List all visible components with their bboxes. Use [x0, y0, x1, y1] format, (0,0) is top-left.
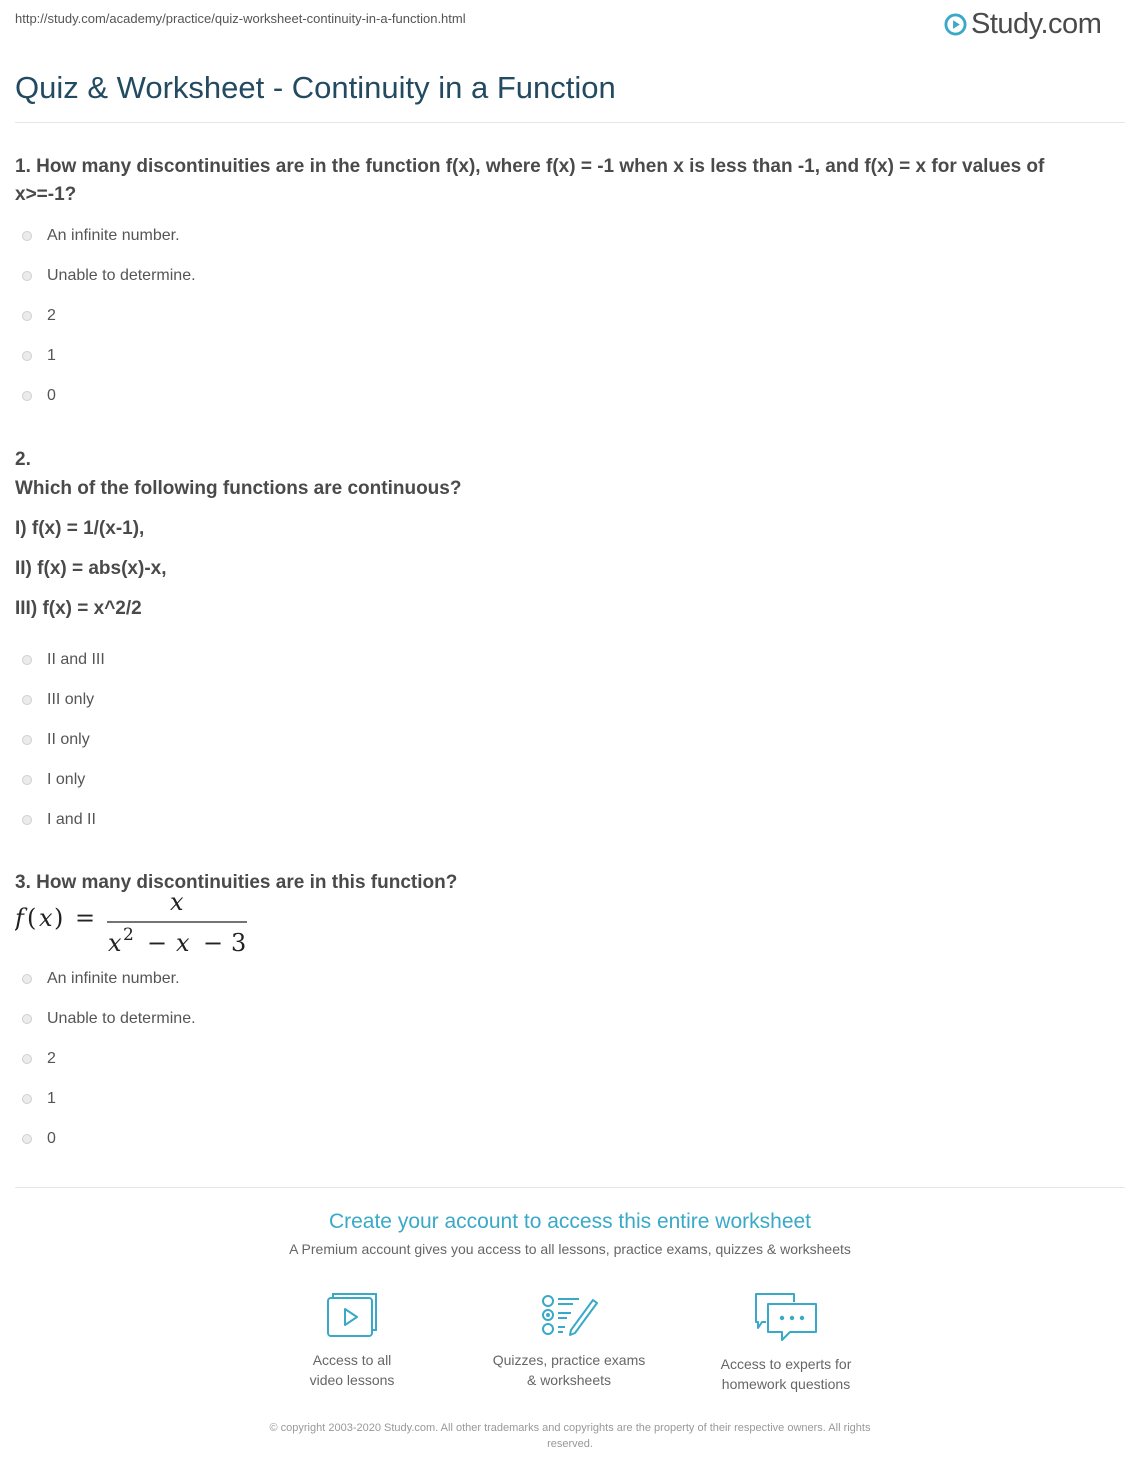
question-2-prompt: Which of the following functions are continuous? — [15, 478, 462, 499]
question-2-item-2: II) f(x) = abs(x)-x, — [15, 558, 167, 579]
formula-numerator: x — [170, 890, 184, 916]
question-2-number: 2. — [15, 449, 31, 470]
formula-open-paren: ( — [27, 904, 37, 932]
question-1-text: 1. How many discontinuities are in the function f(x), where f(x) = -1 when x is less than -1, and f(x) = x for values of x>=-1? — [15, 156, 1045, 205]
question-3-text: 3. How many discontinuities are in this function? — [15, 872, 458, 893]
q1-option-1[interactable]: An infinite number. — [22, 225, 180, 247]
logo-text: Study.com — [971, 7, 1102, 40]
quiz-checklist-icon — [539, 1292, 599, 1338]
question-2-item-1: I) f(x) = 1/(x-1), — [15, 518, 145, 539]
radio-button[interactable] — [22, 391, 32, 401]
formula-den-3: 3 — [231, 929, 247, 956]
radio-button[interactable] — [22, 271, 32, 281]
formula-den-x: x — [108, 929, 122, 956]
q2-option-5[interactable]: I and II — [22, 809, 96, 831]
title-divider — [15, 122, 1125, 123]
q3-option-2[interactable]: Unable to determine. — [22, 1008, 196, 1030]
radio-button[interactable] — [22, 815, 32, 825]
chat-bubbles-icon — [754, 1292, 818, 1342]
formula-den-x2: x — [176, 929, 190, 956]
q1-option-4[interactable]: 1 — [22, 345, 56, 367]
formula-den-minus-2: − — [203, 929, 224, 956]
radio-button[interactable] — [22, 351, 32, 361]
q1-option-5[interactable]: 0 — [22, 385, 56, 407]
radio-button[interactable] — [22, 735, 32, 745]
radio-button[interactable] — [22, 231, 32, 241]
q3-option-3[interactable]: 2 — [22, 1048, 56, 1070]
radio-button[interactable] — [22, 1054, 32, 1064]
feature-video-lessons[interactable]: Access to all video lessons — [252, 1292, 452, 1390]
function-formula — [15, 890, 275, 956]
formula-close-paren: ) — [54, 904, 64, 932]
feature-experts[interactable]: Access to experts for homework questions — [686, 1292, 886, 1394]
radio-button[interactable] — [22, 655, 32, 665]
radio-button[interactable] — [22, 1094, 32, 1104]
radio-button[interactable] — [22, 311, 32, 321]
cta-subtitle: A Premium account gives you access to all lessons, practice exams, quizzes & worksheets — [289, 1241, 851, 1257]
copyright: © copyright 2003-2020 Study.com. All other trademarks and copyrights are the property of their respective owners. All rights reserved. — [269, 1422, 871, 1450]
study-logo[interactable] — [944, 6, 1101, 42]
formula-den-exponent: 2 — [123, 925, 134, 945]
feature-quizzes[interactable]: Quizzes, practice exams & worksheets — [469, 1292, 669, 1390]
q1-option-3[interactable]: 2 — [22, 305, 56, 327]
create-account-link[interactable]: Create your account to access this entire worksheet — [328, 1210, 812, 1233]
q3-option-4[interactable]: 1 — [22, 1088, 56, 1110]
radio-button[interactable] — [22, 974, 32, 984]
formula-f: f — [15, 904, 24, 932]
page-title: Quiz & Worksheet - Continuity in a Function — [15, 70, 616, 105]
radio-button[interactable] — [22, 1134, 32, 1144]
formula-den-minus-1: − — [147, 929, 168, 956]
question-2-item-3: III) f(x) = x^2/2 — [15, 598, 142, 619]
play-circle-icon — [944, 13, 967, 36]
radio-button[interactable] — [22, 775, 32, 785]
radio-button[interactable] — [22, 695, 32, 705]
q2-option-3[interactable]: II only — [22, 729, 90, 751]
q2-option-2[interactable]: III only — [22, 689, 94, 711]
cta-divider — [15, 1187, 1125, 1188]
q2-option-4[interactable]: I only — [22, 769, 85, 791]
q1-option-2[interactable]: Unable to determine. — [22, 265, 196, 287]
formula-x: x — [39, 904, 53, 932]
page-url: http://study.com/academy/practice/quiz-worksheet-continuity-in-a-function.html — [15, 11, 466, 26]
q3-option-5[interactable]: 0 — [22, 1128, 56, 1150]
video-lesson-icon — [326, 1292, 378, 1338]
q2-option-1[interactable]: II and III — [22, 649, 105, 671]
radio-button[interactable] — [22, 1014, 32, 1024]
formula-equals: = — [75, 904, 96, 932]
q3-option-1[interactable]: An infinite number. — [22, 968, 180, 990]
